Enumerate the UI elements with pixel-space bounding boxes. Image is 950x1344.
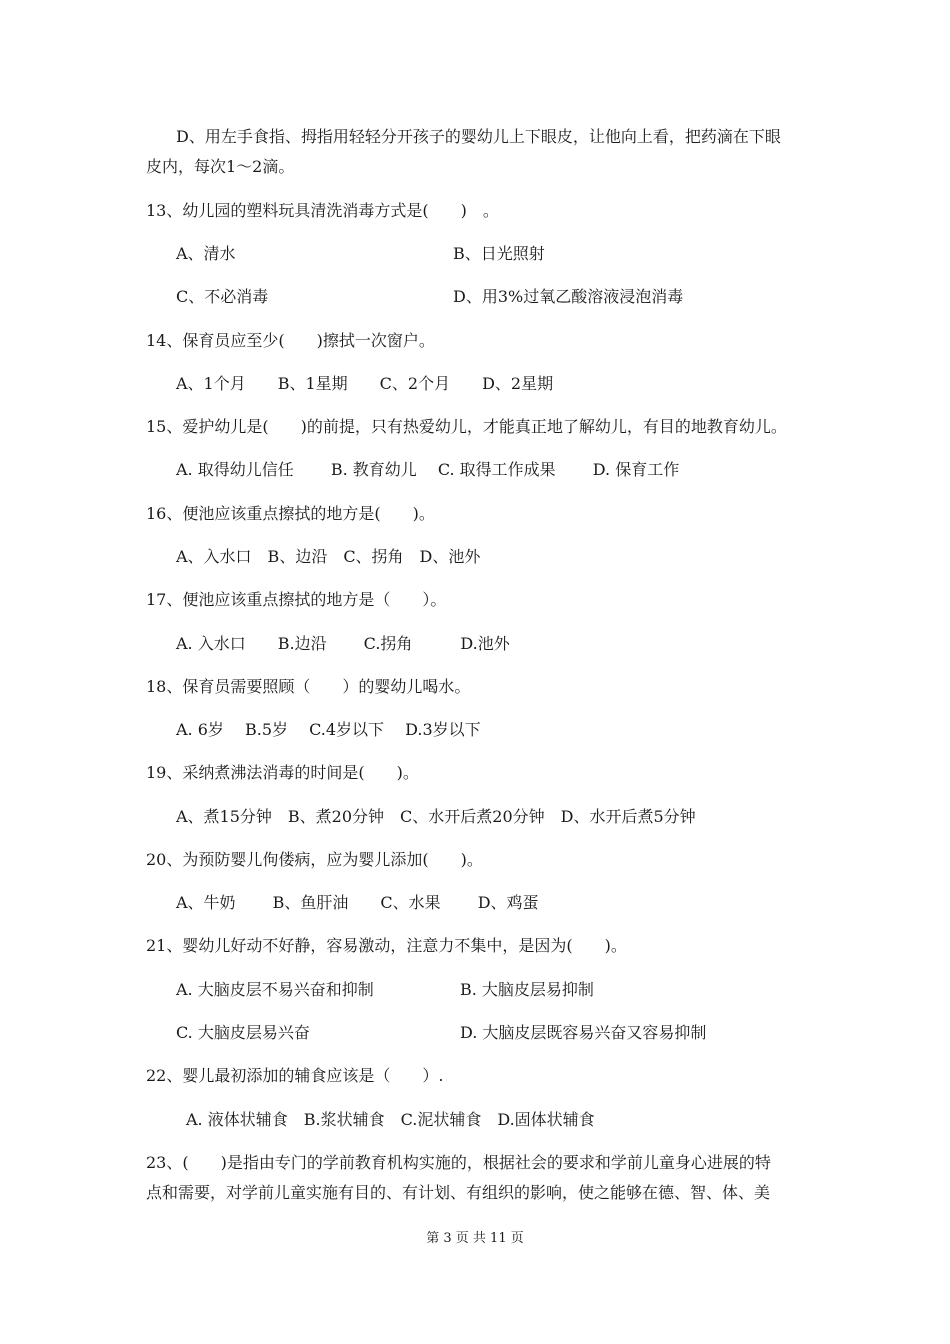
option-line: C. 大脑皮层易兴奋 (176, 1023, 310, 1042)
question-line: 23、( )是指由专门的学前教育机构实施的，根据社会的要求和学前儿童身心进展的特 (146, 1153, 771, 1172)
question-line: 18、保育员需要照顾（ ）的婴幼儿喝水。 (146, 677, 471, 696)
option-line: A、煮15分钟 B、煮20分钟 C、水开后煮20分钟 D、水开后煮5分钟 (176, 807, 696, 826)
question-line: 16、便池应该重点擦拭的地方是( )。 (146, 504, 435, 523)
question-line: 22、婴儿最初添加的辅食应该是（ ）. (146, 1066, 444, 1085)
option-line: B. 大脑皮层易抑制 (460, 980, 594, 999)
option-line: B、日光照射 (453, 244, 545, 263)
question-line: 21、婴幼儿好动不好静，容易激动，注意力不集中，是因为( )。 (146, 936, 627, 955)
option-line: A、清水 (176, 244, 236, 263)
option-line: A、牛奶 B、鱼肝油 C、水果 D、鸡蛋 (176, 893, 539, 912)
question-line: 13、幼儿园的塑料玩具清洗消毒方式是( ) 。 (146, 201, 499, 220)
option-line: D、用左手食指、拇指用轻轻分开孩子的婴幼儿上下眼皮，让他向上看，把药滴在下眼 (176, 127, 781, 146)
question-line: 20、为预防婴儿佝偻病，应为婴儿添加( )。 (146, 850, 483, 869)
question-line: 点和需要，对学前儿童实施有目的、有计划、有组织的影响，使之能够在德、智、体、美 (146, 1183, 771, 1202)
option-line: A. 液体状辅食 B.浆状辅食 C.泥状辅食 D.固体状辅食 (186, 1110, 595, 1129)
question-line: 19、采纳煮沸法消毒的时间是( )。 (146, 763, 419, 782)
option-line: A、1个月 B、1星期 C、2个月 D、2星期 (176, 374, 554, 393)
question-line: 17、便池应该重点擦拭的地方是（ ）。 (146, 590, 447, 609)
option-line: A. 大脑皮层不易兴奋和抑制 (176, 980, 374, 999)
option-line: A. 6岁 B.5岁 C.4岁以下 D.3岁以下 (176, 720, 481, 739)
option-line: A. 取得幼儿信任 B. 教育幼儿 C. 取得工作成果 D. 保育工作 (176, 460, 680, 479)
page-footer: 第 3 页 共 11 页 (426, 1231, 524, 1246)
option-line: D. 大脑皮层既容易兴奋又容易抑制 (460, 1023, 707, 1042)
option-line: C、不必消毒 (176, 287, 269, 306)
question-line: 14、保育员应至少( )擦拭一次窗户。 (146, 331, 435, 350)
question-line: 15、爱护幼儿是( )的前提，只有热爱幼儿，才能真正地了解幼儿，有目的地教育幼儿。 (146, 417, 787, 436)
option-line: A、入水口 B、边沿 C、拐角 D、池外 (176, 547, 481, 566)
option-line: D、用3%过氧乙酸溶液浸泡消毒 (453, 287, 684, 306)
option-line: A. 入水口 B.边沿 C.拐角 D.池外 (176, 634, 510, 653)
option-line: 皮内，每次1～2滴。 (146, 157, 295, 176)
